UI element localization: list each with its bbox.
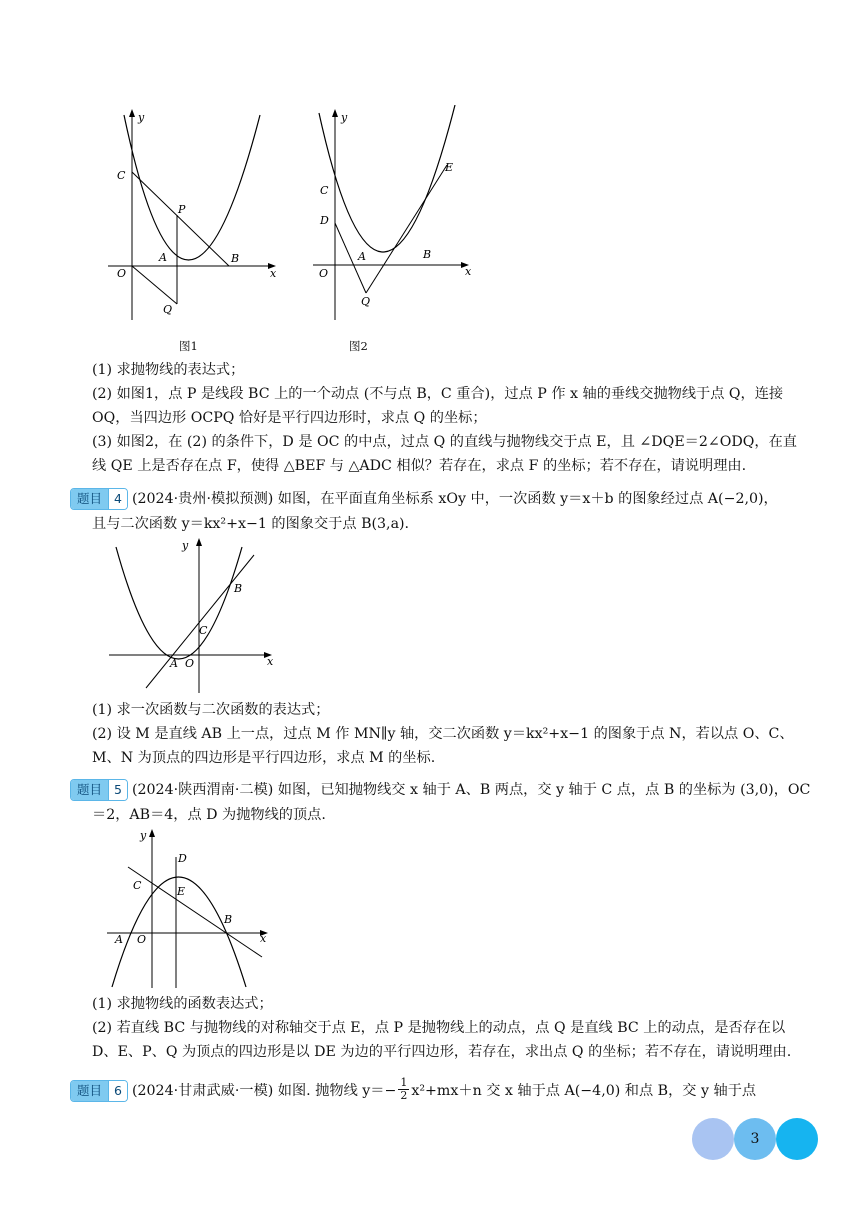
label-d: D [178,852,187,865]
decor-circle-right [776,1118,818,1160]
tag-number: 6 [108,1081,127,1101]
problem-6-tag [70,1080,128,1102]
label-c: C [133,879,142,892]
label-b: B [234,582,243,595]
figure-2 [305,105,490,320]
label-x: x [465,265,472,278]
label-o: O [319,267,329,280]
tag-label: 题目 [71,1081,108,1101]
p4-line-2: (2) 设 M 是直线 AB 上一点，过点 M 作 MN∥y 轴，交二次函数 y＝kx²+x−1 的图象于点 N，若以点 O、C、 [92,726,794,742]
figure-1 [100,105,285,320]
problem-6-header [70,1078,756,1103]
p3-line-3: OQ，当四边形 OCPQ 恰好是平行四边形时，求点 Q 的坐标； [92,410,487,426]
label-e: E [445,161,454,174]
parabola [124,115,260,260]
label-y: y [182,539,189,552]
label-e: E [177,885,186,898]
label-o: O [185,657,195,670]
label-y: y [138,111,145,124]
problem-4-header [70,488,778,510]
tag-number: 4 [108,489,127,509]
p4-line-3: M、N 为顶点的四边形是平行四边形，求点 M 的坐标. [92,750,436,766]
figure-3 [104,535,284,695]
problem-6-statement-pre: (2024·甘肃武威·一模) 如图. 抛物线 y＝− [131,1082,397,1099]
label-y: y [341,111,348,124]
fraction [398,1077,409,1102]
p5-line-3: D、E、P、Q 为顶点的四边形是以 DE 为边的平行四边形，若存在，求出点 Q 的坐标；若不存在，请说明理由. [92,1044,792,1060]
tag-number: 5 [108,780,127,800]
fraction-numerator: 1 [400,1076,408,1089]
label-a: A [159,251,167,264]
figure-1-caption: 图1 [179,339,198,353]
p3-line-1: (1) 求抛物线的表达式； [92,362,245,378]
label-c: C [320,184,329,197]
problem-4-statement: (2024·贵州·模拟预测) 如图，在平面直角坐标系 xOy 中，一次函数 y＝x＋b 的图象经过点 A(−2,0)， [131,491,778,507]
problem-6-statement-post: x²+mx＋n 交 x 轴于点 A(−4,0) 和点 B，交 y 轴于点 [411,1082,757,1099]
label-a: A [170,657,178,670]
label-o: O [117,267,127,280]
line-ab [146,555,254,688]
label-c: C [199,624,208,637]
line-oq [132,266,177,304]
figure-4 [104,825,279,990]
label-q: Q [361,295,371,308]
label-b: B [231,252,240,265]
parabola [116,547,242,659]
problem-5-header [70,779,810,801]
label-q: Q [163,303,173,316]
label-c: C [117,169,126,182]
label-b: B [224,913,233,926]
problem-5-statement-2: ＝2，AB＝4，点 D 为抛物线的顶点. [92,807,326,823]
p3-line-5: 线 QE 上是否存在点 F，使得 △BEF 与 △ADC 相似？若存在，求点 F 的坐标；若不存在，请说明理由. [92,458,747,474]
problem-4-tag [70,488,128,510]
p3-line-4: (3) 如图2，在 (2) 的条件下，D 是 OC 的中点，过点 Q 的直线与抛物线交于点 E，且 ∠DQE＝2∠ODQ，在直 [92,434,797,450]
label-p: P [178,203,186,216]
problem-5-tag [70,779,128,801]
problem-4-statement-2: 且与二次函数 y＝kx²+x−1 的图象交于点 B(3,a). [92,516,410,532]
problem-5-statement: (2024·陕西渭南·二模) 如图，已知抛物线交 x 轴于 A、B 两点，交 y 轴于 C 点，点 B 的坐标为 (3,0)，OC [131,782,811,798]
line-bc [128,867,262,957]
p5-line-2: (2) 若直线 BC 与抛物线的对称轴交于点 E，点 P 是抛物线上的动点，点 Q 是直线 BC 上的动点，是否存在以 [92,1020,786,1036]
line-qe [366,165,447,293]
parabola [319,105,455,252]
label-a: A [115,933,123,946]
fraction-denominator: 2 [400,1089,408,1102]
tag-label: 题目 [71,489,108,509]
page-number: 3 [750,1131,760,1147]
label-x: x [260,932,267,945]
line-cb [132,172,229,266]
tag-label: 题目 [71,780,108,800]
label-x: x [270,267,277,280]
decor-circle-left [692,1118,734,1160]
label-d: D [320,214,329,227]
p5-line-1: (1) 求抛物线的函数表达式； [92,996,273,1012]
p3-line-2: (2) 如图1，点 P 是线段 BC 上的一个动点 (不与点 B，C 重合)，过点 P 作 x 轴的垂线交抛物线于点 Q，连接 [92,386,784,402]
label-b: B [423,248,432,261]
figure-2-caption: 图2 [349,339,368,353]
label-x: x [267,655,274,668]
p4-line-1: (1) 求一次函数与二次函数的表达式； [92,702,330,718]
label-o: O [137,933,147,946]
label-a: A [358,250,366,263]
label-y: y [140,829,147,842]
